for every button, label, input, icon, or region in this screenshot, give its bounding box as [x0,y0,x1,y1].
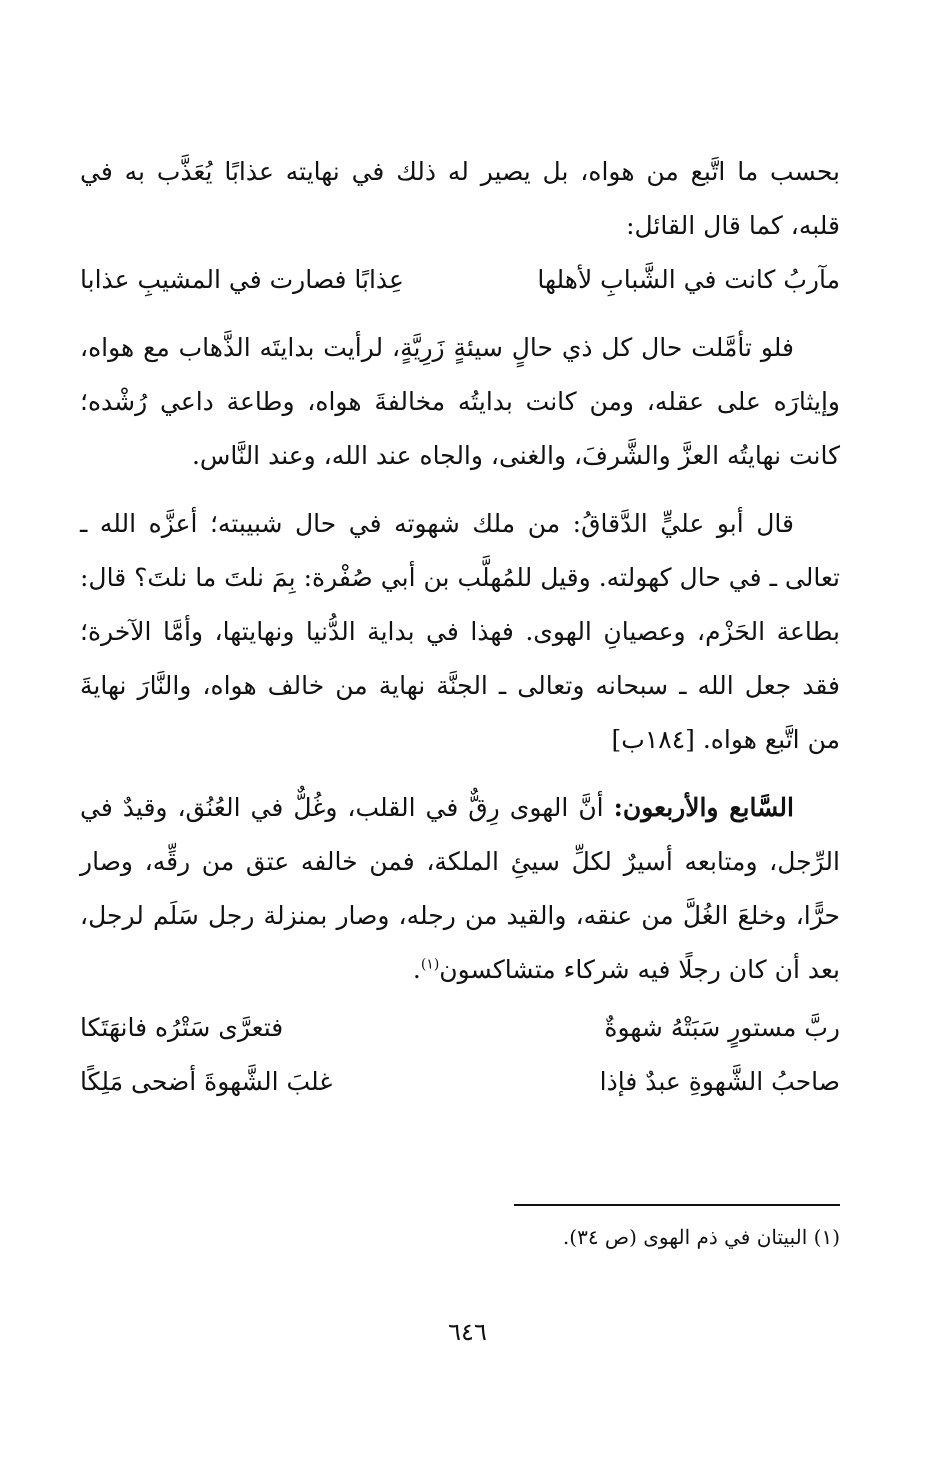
verse-2-first-hemistich: ربَّ مستورٍ سَبَتْهُ شهوةٌ [604,1013,840,1042]
verse-line-1 [80,253,840,307]
footnote [563,1222,840,1252]
paragraph-2: فلو تأمَّلت حال كل ذي حالٍ سيئةٍ زَرِيَّةٍ، لرأيت بدايتَه الذَّهاب مع هواه، وإيثارَه على عقله، ومن كانت بدايتُه مخالفةَ هواه، وطاعة داعي رُشْده؛ كانت نهايتُه العزَّ والشَّرفَ، والغنى، والجاه عند الله، وعند النَّاس. [80,333,840,470]
verse-3-first-hemistich: صاحبُ الشَّهوةِ عبدٌ فإذا [599,1067,840,1096]
footnote-marker: (١) [813,1225,840,1249]
footnote-text: البيتان في ذم الهوى (ص ٣٤). [562,1225,808,1249]
paragraph-4 [80,781,840,997]
verse-1-first-hemistich: مآربُ كانت في الشَّبابِ لأهلها [537,265,840,294]
paragraph-4-end: . [412,955,421,984]
section-heading: السَّابع والأربعون: [613,793,794,822]
footnote-reference[interactable]: (١) [420,956,440,973]
paragraph-4-text: أنَّ الهوى رِقٌّ في القلب، وغُلٌّ في العُنُق، وقيدٌ في الرِّجل، ومتابعه أسيرٌ لكلِّ سيئِ الملكة، فمن خالفه عتق من رقِّه، وصار حرًّا، وخلعَ الغُلَّ من عنقه، والقيد من رجله، وصار بمنزلة رجل سَلَم لرجل، بعد أن كان رجلًا فيه شركاء متشاكسون [80,793,840,984]
verse-1-second-hemistich: عِذابًا فصارت في المشيبِ عذابا [80,265,404,294]
paragraph-3: قال أبو عليٍّ الدَّقاقُ: من ملك شهوته في حال شبيبته؛ أعزَّه الله ـ تعالى ـ في حال كهولته. وقيل للمُهلَّب بن أبي صُفْرة: بِمَ نلتَ ما نلتَ؟ قال: بطاعة الحَزْم، وعصيانِ الهوى. فهذا في بداية الدُّنيا ونهايتها، وأمَّا الآخرة؛ فقد جعل الله ـ سبحانه وتعالى ـ الجنَّة نهاية من خالف هواه، والنَّارَ نهايةَ من اتَّبع هواه. [١٨٤ب] [80,509,840,754]
page-body [80,145,840,1109]
footnote-divider [514,1204,840,1206]
verse-2-second-hemistich: فتعرَّى سَتْرُه فانهَتَكا [80,1013,284,1042]
paragraph-1: بحسب ما اتَّبع من هواه، بل يصير له ذلك في نهايته عذابًا يُعَذَّب به في قلبه، كما قال القائل: [80,157,840,240]
verse-line-2 [80,1001,840,1055]
page-number: ٦٤٦ [448,1318,487,1346]
verse-3-second-hemistich: غلبَ الشَّهوةَ أضحى مَلِكًا [80,1067,333,1096]
verse-line-3 [80,1055,840,1109]
